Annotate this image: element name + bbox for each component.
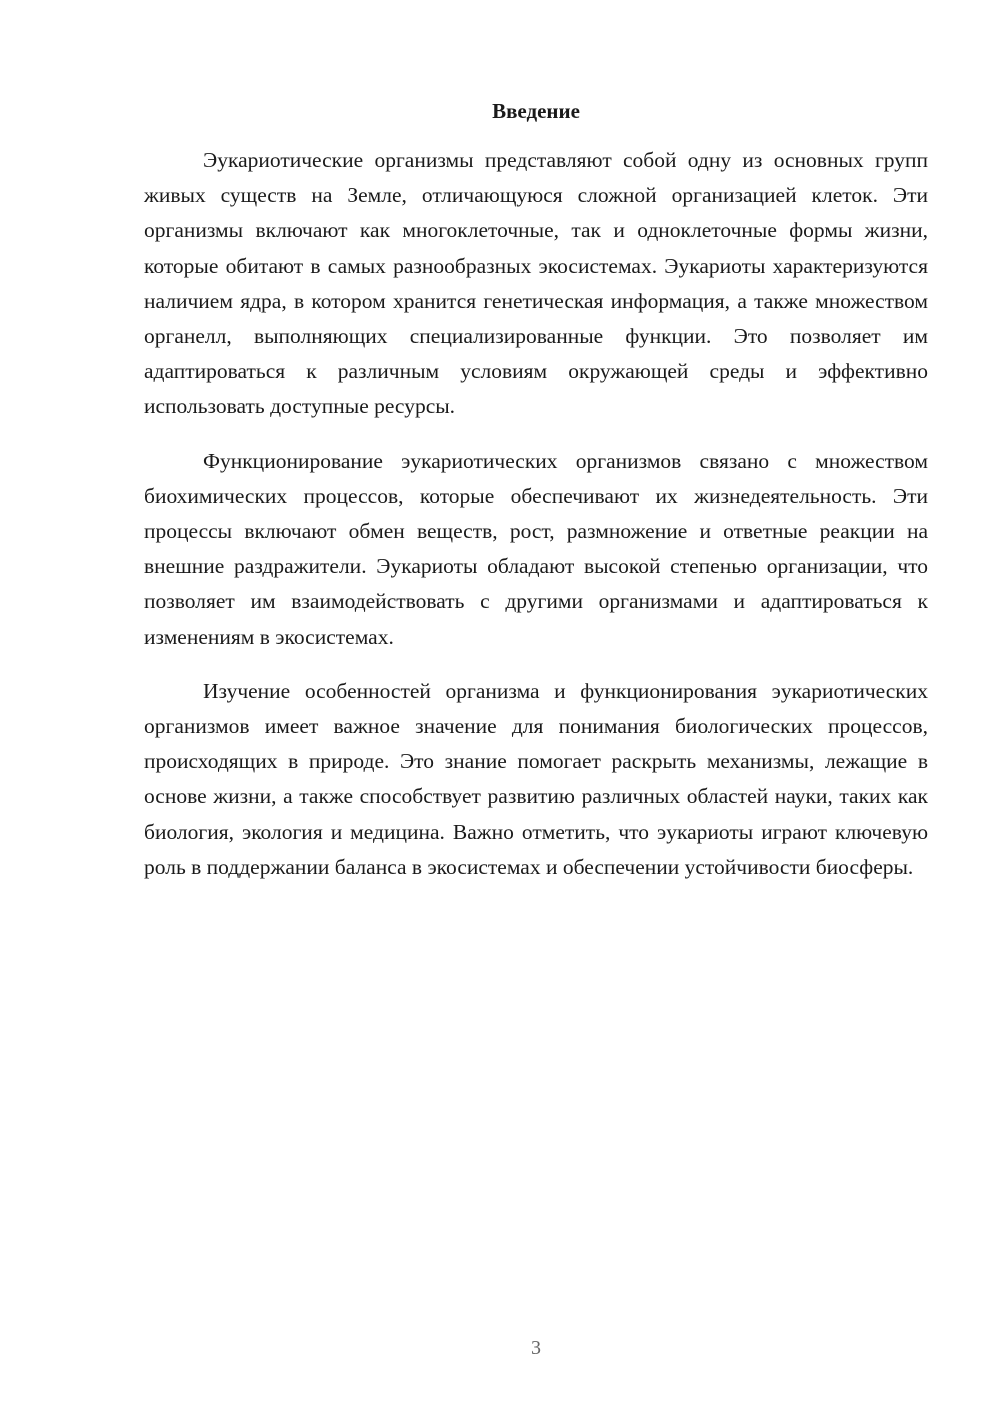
paragraph-2: Функционирование эукариотических организмов связано с множеством биохимических процессов, которые обеспечивают их жизнедеятельность. Эти процессы включают обмен веществ, рост, размножение и ответные реакции на внешние раздражители. Эукариоты обладают высокой степенью организации, что позволяет им взаимодействовать с другими организмами и адаптироваться к изменениям в экосистемах.	[144, 448, 928, 649]
paragraph-1: Эукариотические организмы представляют собой одну из основных групп живых существ на Земле, отличающуюся сложной организацией клеток. Эти организмы включают как многоклеточные, так и одноклеточные формы жизни, которые обитают в самых разнообразных экосистемах. Эукариоты характеризуются наличием ядра, в котором хранится генетическая информация, а также множеством органелл, выполняющих специализированные функции. Это позволяет им адаптироваться к различным условиям окружающей среды и эффективно использовать доступные ресурсы.	[144, 148, 928, 419]
page-title: Введение	[492, 99, 580, 123]
page-number: 3	[531, 1337, 541, 1359]
paragraph-3: Изучение особенностей организма и функционирования эукариотических организмов имеет важное значение для понимания биологических процессов, происходящих в природе. Это знание помогает раскрыть механизмы, лежащие в основе жизни, а также способствует развитию различных областей науки, таких как биология, экология и медицина. Важно отметить, что эукариоты играют ключевую роль в поддержании баланса в экосистемах и обеспечении устойчивости биосферы.	[144, 678, 928, 879]
body-text	[144, 143, 928, 904]
